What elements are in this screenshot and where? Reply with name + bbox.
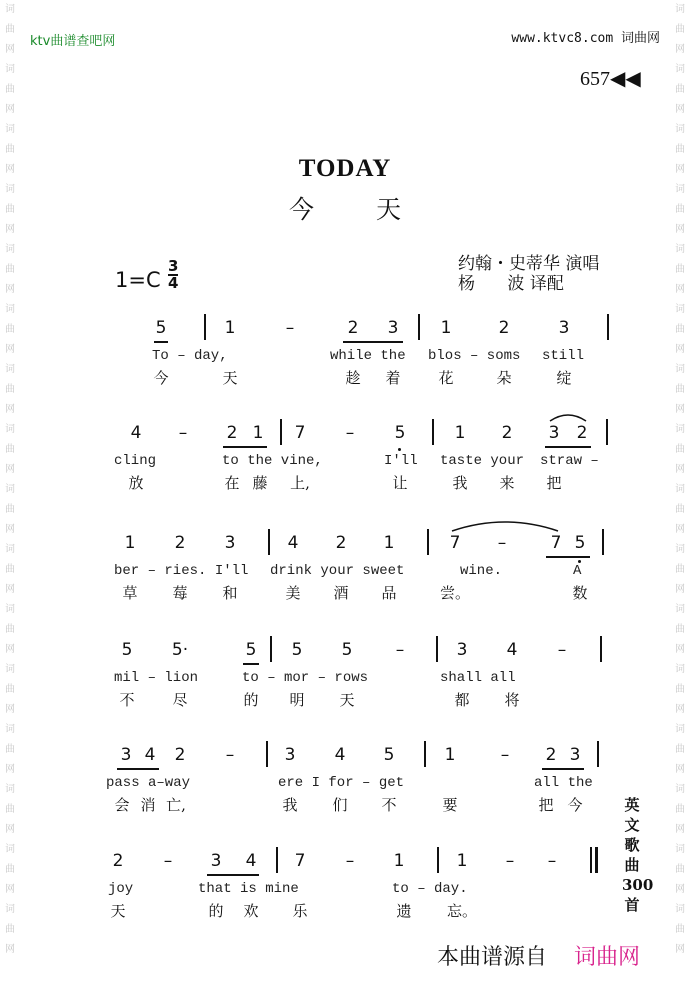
lyric-zh: 上, bbox=[290, 474, 310, 492]
note: 1 bbox=[383, 533, 395, 553]
note: – bbox=[557, 640, 567, 660]
lyric-en: still bbox=[542, 348, 585, 364]
lyric-en: taste your bbox=[440, 453, 525, 469]
score-row-1 bbox=[0, 310, 690, 410]
score-row-4 bbox=[0, 632, 690, 732]
final-bar-thin bbox=[590, 847, 592, 873]
note: 5 bbox=[155, 318, 167, 338]
lyric-zh: 数 bbox=[572, 584, 588, 602]
lyric-zh: 都 bbox=[454, 691, 470, 709]
site-name-left[interactable]: ktv曲谱查吧网 bbox=[30, 34, 116, 49]
lyric-zh: 莓 bbox=[172, 584, 188, 602]
underline bbox=[207, 874, 259, 876]
lyric-zh: 要 bbox=[442, 796, 458, 814]
lyric-zh: 尝。 bbox=[439, 584, 471, 602]
lyric-en: to – day. bbox=[392, 881, 468, 897]
lyric-zh: 把 bbox=[538, 796, 554, 814]
note: 2 bbox=[501, 423, 513, 443]
song-title-chinese: 今天 bbox=[288, 195, 463, 224]
lyric-en: that is mine bbox=[198, 881, 299, 897]
bar-line bbox=[602, 529, 604, 555]
note: – bbox=[285, 318, 295, 338]
bar-line bbox=[600, 636, 602, 662]
bar-line bbox=[437, 847, 439, 873]
underline bbox=[545, 446, 591, 448]
lyric-zh: 天 bbox=[110, 902, 126, 920]
credit-singer: 约翰・史蒂华 演唱 bbox=[458, 254, 600, 274]
lyric-zh: 品 bbox=[381, 584, 397, 602]
book-title-vertical: 英文歌曲300首 bbox=[622, 796, 654, 914]
lyric-zh: 天 bbox=[222, 369, 238, 387]
note: 5 bbox=[383, 745, 395, 765]
note: 4 bbox=[287, 533, 299, 553]
underline bbox=[154, 341, 168, 343]
note: 3 bbox=[456, 640, 468, 660]
note: 5· bbox=[171, 640, 189, 660]
lyric-zh: 让 bbox=[392, 474, 408, 492]
note: 2 bbox=[576, 423, 588, 443]
lyric-en: drink your sweet bbox=[270, 563, 405, 579]
lyric-zh: 会 bbox=[114, 796, 130, 814]
note: – bbox=[395, 640, 405, 660]
note: 1 bbox=[393, 851, 405, 871]
tie-arc bbox=[548, 411, 588, 423]
note: 2 bbox=[498, 318, 510, 338]
lyric-zh: 将 bbox=[504, 691, 520, 709]
lyric-zh: 美 bbox=[285, 584, 301, 602]
bar-line bbox=[432, 419, 434, 445]
note: 5 bbox=[341, 640, 353, 660]
lyric-zh: 今 bbox=[153, 369, 169, 387]
lyric-zh: 的 bbox=[243, 691, 259, 709]
note: 7 bbox=[294, 851, 306, 871]
note: 5 bbox=[121, 640, 133, 660]
time-signature-bottom: 4 bbox=[168, 274, 179, 292]
lyric-zh: 把 bbox=[546, 474, 562, 492]
lyric-en: ere I for – get bbox=[278, 775, 405, 791]
lyric-en: wine. bbox=[460, 563, 503, 579]
note: 5 bbox=[291, 640, 303, 660]
note: 3 bbox=[210, 851, 222, 871]
note: – bbox=[497, 533, 507, 553]
source-site-link[interactable]: 词曲网 bbox=[574, 945, 641, 970]
lyric-en: shall all bbox=[440, 670, 516, 686]
note: – bbox=[178, 423, 188, 443]
underline bbox=[223, 446, 267, 448]
lyric-zh: 们 bbox=[332, 796, 348, 814]
lyric-zh: 乐 bbox=[292, 902, 308, 920]
note: 5 bbox=[245, 640, 257, 660]
lyric-zh: 我 bbox=[282, 796, 298, 814]
note: 3 bbox=[224, 533, 236, 553]
lyric-zh: 朵 bbox=[496, 369, 512, 387]
source-label: 本曲谱源自 bbox=[437, 945, 548, 970]
bar-line bbox=[607, 314, 609, 340]
underline bbox=[542, 768, 584, 770]
lyric-en: A bbox=[573, 563, 582, 579]
note: 2 bbox=[174, 533, 186, 553]
note: 3 bbox=[558, 318, 570, 338]
note: 4 bbox=[130, 423, 142, 443]
note: 3 bbox=[569, 745, 581, 765]
note: 1 bbox=[124, 533, 136, 553]
note: 3 bbox=[548, 423, 560, 443]
note: – bbox=[225, 745, 235, 765]
lyric-en: straw – bbox=[540, 453, 599, 469]
lyric-zh: 趁 bbox=[345, 369, 361, 387]
bar-line bbox=[427, 529, 429, 555]
lyric-en: ber – ries. I'll bbox=[114, 563, 249, 579]
bar-line bbox=[418, 314, 420, 340]
bar-line bbox=[270, 636, 272, 662]
note: 1 bbox=[252, 423, 264, 443]
note: 2 bbox=[174, 745, 186, 765]
note: – bbox=[163, 851, 173, 871]
bar-line bbox=[424, 741, 426, 767]
lyric-zh: 着 bbox=[385, 369, 401, 387]
lyric-en: blos – soms bbox=[428, 348, 521, 364]
lyric-zh: 绽 bbox=[556, 369, 572, 387]
bar-line bbox=[597, 741, 599, 767]
final-bar-thick bbox=[595, 847, 598, 873]
note: – bbox=[505, 851, 515, 871]
lyric-en: all the bbox=[534, 775, 593, 791]
lyric-zh: 天 bbox=[339, 691, 355, 709]
lyric-zh: 我 bbox=[452, 474, 468, 492]
time-signature-top: 3 bbox=[168, 257, 179, 275]
note: 2 bbox=[335, 533, 347, 553]
note: 7 bbox=[550, 533, 562, 553]
lyric-zh: 遗 bbox=[396, 902, 412, 920]
lyric-zh: 花 bbox=[438, 369, 454, 387]
bar-line bbox=[606, 419, 608, 445]
note: 2 bbox=[112, 851, 124, 871]
lyric-en: To – day, bbox=[152, 348, 228, 364]
underline bbox=[546, 556, 590, 558]
lyric-zh: 和 bbox=[222, 584, 238, 602]
note: 7 bbox=[449, 533, 461, 553]
note: 7 bbox=[294, 423, 306, 443]
score-row-5 bbox=[0, 737, 690, 837]
note: 2 bbox=[226, 423, 238, 443]
note: 1 bbox=[454, 423, 466, 443]
bar-line bbox=[204, 314, 206, 340]
lyric-zh: 放 bbox=[128, 474, 144, 492]
lyric-zh: 不 bbox=[119, 691, 135, 709]
lyric-en: pass a–way bbox=[106, 775, 191, 791]
note: 4 bbox=[506, 640, 518, 660]
bar-line bbox=[280, 419, 282, 445]
lyric-en: while the bbox=[330, 348, 406, 364]
note: 2 bbox=[545, 745, 557, 765]
note: – bbox=[547, 851, 557, 871]
time-signature bbox=[168, 259, 178, 291]
bar-line bbox=[266, 741, 268, 767]
underline bbox=[117, 768, 159, 770]
lyric-en: to the vine, bbox=[222, 453, 323, 469]
lyric-zh: 消 bbox=[140, 796, 156, 814]
note: 1 bbox=[456, 851, 468, 871]
lyric-en: mil – lion bbox=[114, 670, 199, 686]
credit-translator: 杨 波 译配 bbox=[458, 274, 564, 294]
note: 3 bbox=[284, 745, 296, 765]
lyric-zh: 草 bbox=[122, 584, 138, 602]
lyric-en: to – mor – rows bbox=[242, 670, 369, 686]
score-row-6 bbox=[0, 843, 690, 943]
note: 5 bbox=[574, 533, 586, 553]
note: 2 bbox=[347, 318, 359, 338]
lyric-zh: 不 bbox=[381, 796, 397, 814]
lyric-zh: 尽 bbox=[172, 691, 188, 709]
score-row-2 bbox=[0, 415, 690, 515]
song-title-english: TODAY bbox=[298, 155, 392, 182]
note: 4 bbox=[245, 851, 257, 871]
note: 4 bbox=[144, 745, 156, 765]
lyric-zh: 来 bbox=[499, 474, 515, 492]
site-url-right[interactable]: www.ktvc8.com 词曲网 bbox=[511, 31, 660, 46]
lyric-zh: 的 bbox=[208, 902, 224, 920]
note: 5 bbox=[394, 423, 406, 443]
lyric-en: cling bbox=[114, 453, 157, 469]
note: – bbox=[345, 851, 355, 871]
key-signature: 1=C bbox=[115, 268, 161, 292]
lyric-zh: 在 bbox=[224, 474, 240, 492]
underline bbox=[343, 341, 403, 343]
watermark-left: 词曲网词曲网词曲网词曲网词曲网词曲网词曲网词曲网词曲网词曲网词曲网词曲网词曲网词曲网词曲网词曲网 bbox=[5, 4, 15, 955]
bar-line bbox=[268, 529, 270, 555]
bar-line bbox=[276, 847, 278, 873]
note: 1 bbox=[440, 318, 452, 338]
note: 1 bbox=[444, 745, 456, 765]
octave-dot bbox=[398, 448, 401, 451]
lyric-zh: 藤 bbox=[252, 474, 268, 492]
lyric-zh: 亡, bbox=[166, 796, 186, 814]
lyric-zh: 今 bbox=[567, 796, 583, 814]
lyric-zh: 明 bbox=[289, 691, 305, 709]
lyric-zh: 酒 bbox=[333, 584, 349, 602]
score-row-3 bbox=[0, 525, 690, 625]
tie-arc bbox=[450, 517, 560, 533]
lyric-zh: 忘。 bbox=[446, 902, 478, 920]
lyric-en: joy bbox=[108, 881, 134, 897]
note: – bbox=[345, 423, 355, 443]
underline bbox=[243, 663, 259, 665]
note: 3 bbox=[120, 745, 132, 765]
note: 3 bbox=[387, 318, 399, 338]
lyric-en: I'll bbox=[384, 453, 418, 469]
watermark-right: 词曲网词曲网词曲网词曲网词曲网词曲网词曲网词曲网词曲网词曲网词曲网词曲网词曲网词曲网词曲网词曲网 bbox=[675, 4, 685, 955]
bar-line bbox=[436, 636, 438, 662]
page-number: 657◀◀ bbox=[580, 68, 641, 90]
lyric-zh: 欢 bbox=[243, 902, 259, 920]
credits bbox=[458, 254, 599, 294]
note: – bbox=[500, 745, 510, 765]
note: 1 bbox=[224, 318, 236, 338]
note: 4 bbox=[334, 745, 346, 765]
